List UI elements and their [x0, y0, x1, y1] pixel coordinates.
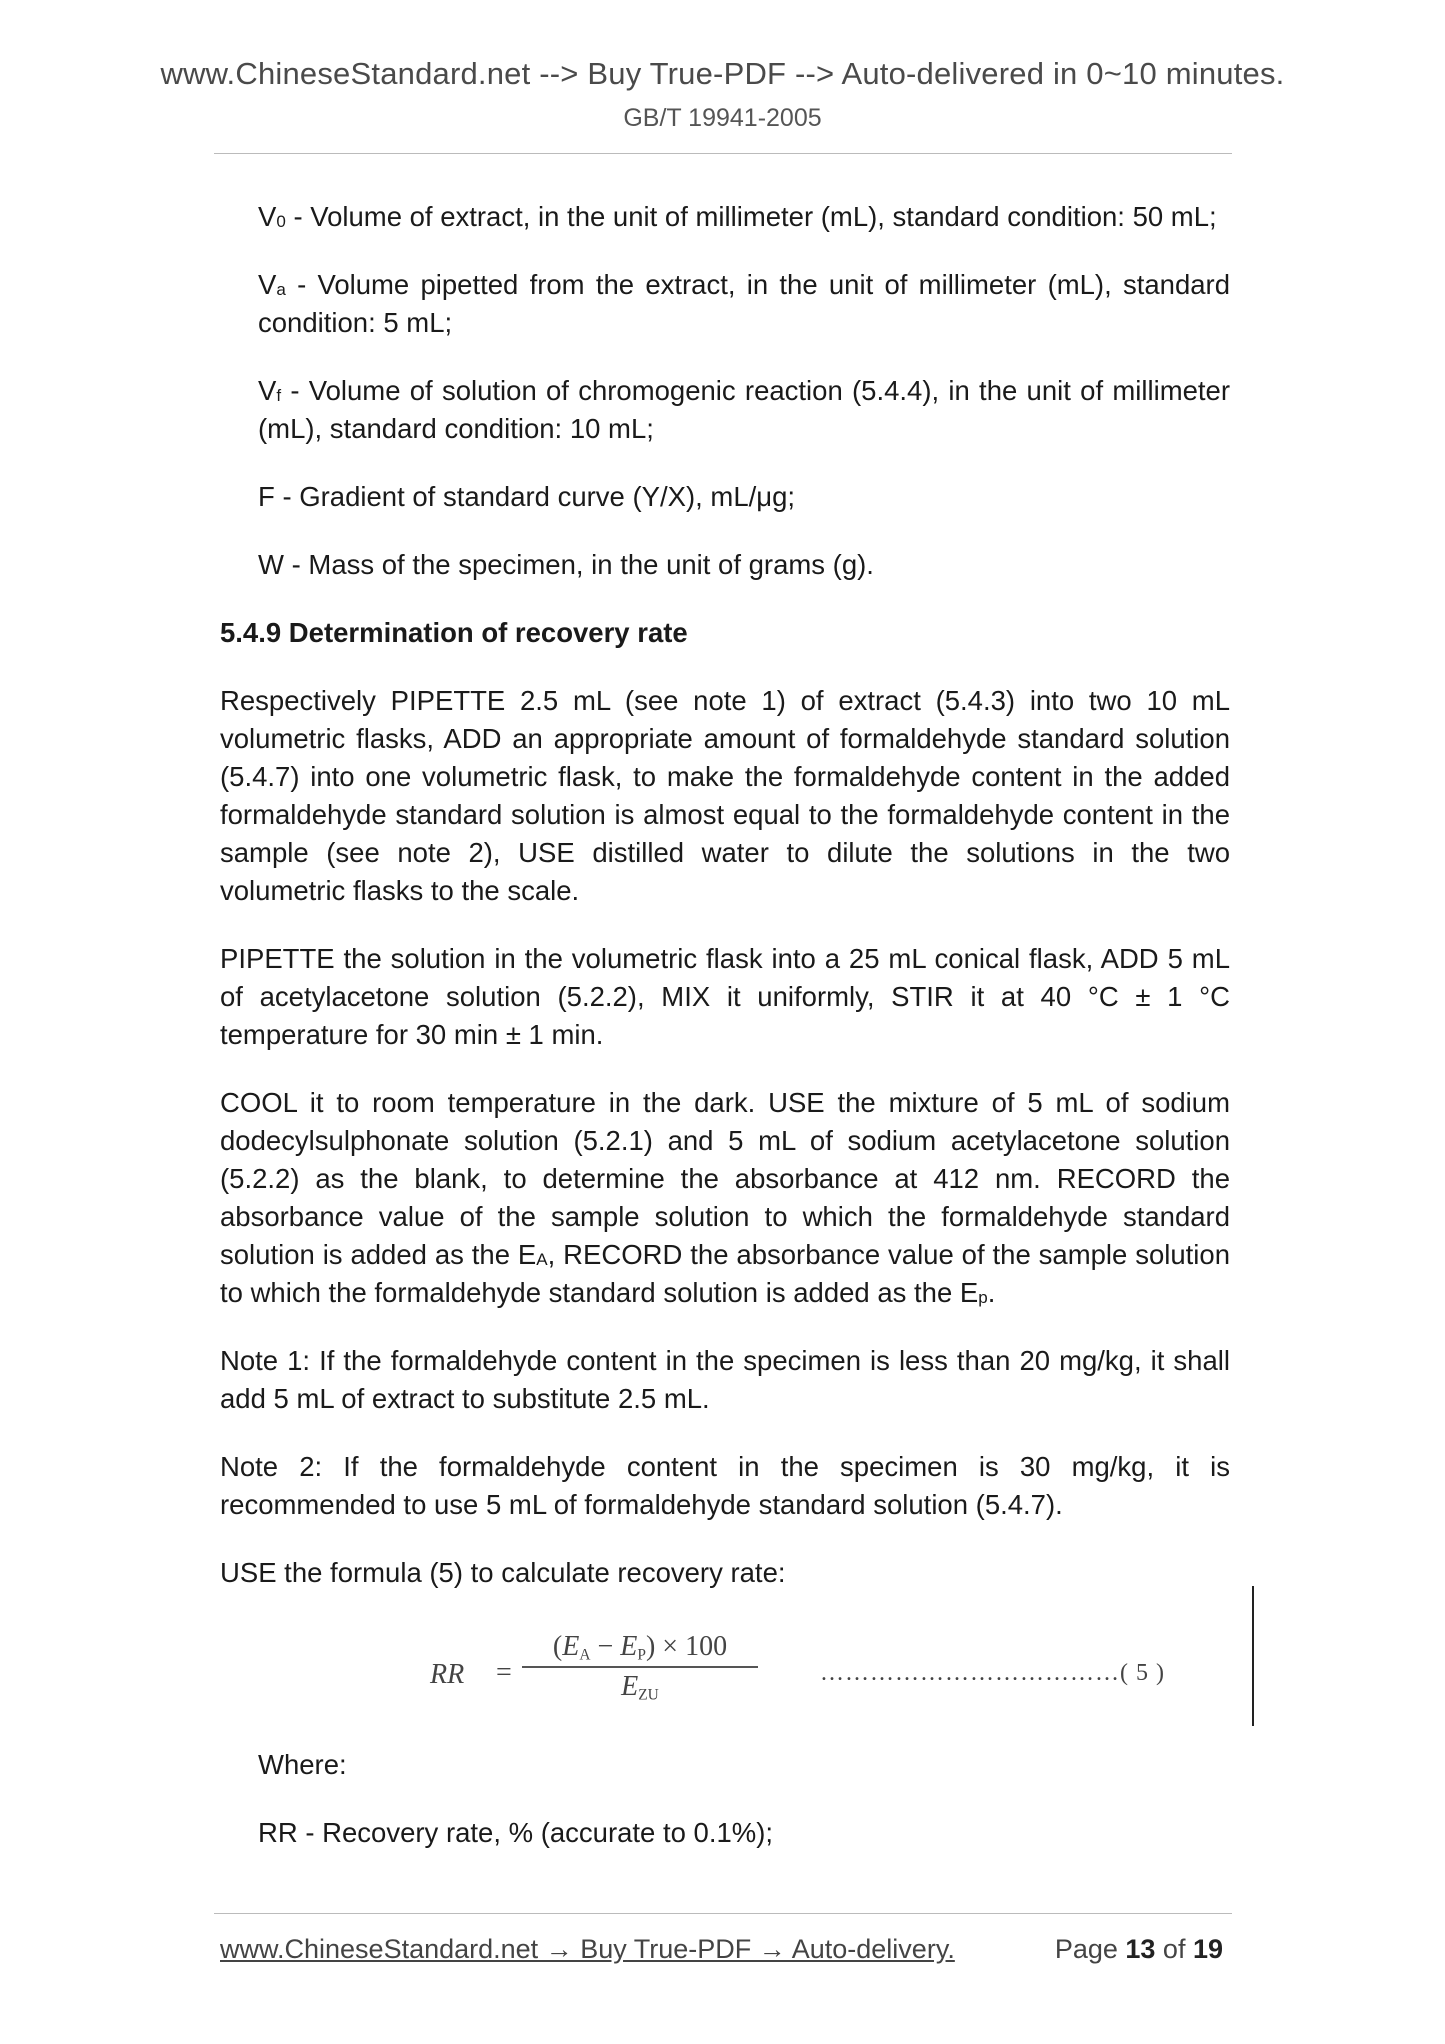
definition-f: F - Gradient of standard curve (Y/X), mL/μg;: [258, 481, 796, 512]
formula-equals: =: [496, 1657, 512, 1688]
document-body: [220, 198, 1230, 1882]
formula-lhs: RR: [430, 1659, 465, 1690]
definition-w: W - Mass of the specimen, in the unit of grams (g).: [258, 549, 874, 580]
footer-link[interactable]: www.ChineseStandard.net → Buy True-PDF → Auto-delivery.: [220, 1934, 955, 1964]
note-1: Note 1: If the formaldehyde content in the specimen is less than 20 mg/kg, it shall add 5 mL of extract to substitute 2.5 mL.: [220, 1345, 1230, 1414]
paragraph-pipette-solution: PIPETTE the solution in the volumetric flask into a 25 mL conical flask, ADD 5 mL of acetylacetone solution (5.2.2), MIX it uniformly, STIR it at 40 °C ± 1 °C temperature for 30 min ± 1 min.: [220, 943, 1230, 1050]
header-banner: www.ChineseStandard.net --> Buy True-PDF --> Auto-delivered in 0~10 minutes.: [160, 56, 1285, 91]
paragraph-pipette-extract: Respectively PIPETTE 2.5 mL (see note 1) of extract (5.4.3) into two 10 mL volumetric flasks, ADD an appropriate amount of formaldehyde standard solution (5.4.7) into one volumetric flask, to make the formaldehyde content in the added formaldehyde standard solution is almost equal to the formaldehyde content in the sample (see note 2), USE distilled water to dilute the solutions in the two volumetric flasks to the scale.: [220, 685, 1230, 906]
definition-vf: $V_f$ - Volume of solution of chromogenic reaction (5.4.4), in the unit of millimeter (mL), standard condition: 10 mL;: [258, 375, 1230, 444]
page-number: Page 13 of 19: [1054, 1934, 1223, 1964]
formula-5: [220, 1622, 1230, 1718]
footer-divider: [214, 1913, 1232, 1914]
formula-denominator: EZU: [621, 1671, 659, 1704]
note-2: Note 2: If the formaldehyde content in the specimen is 30 mg/kg, it is recommended to use 5 mL of formaldehyde standard solution (5.4.7).: [220, 1451, 1230, 1520]
formula-intro: USE the formula (5) to calculate recovery rate:: [220, 1557, 786, 1588]
header-divider: [214, 153, 1232, 154]
where-label: Where:: [258, 1749, 347, 1780]
formula-number: ………………………………( 5 ): [820, 1660, 1165, 1686]
margin-bar: [1252, 1586, 1254, 1726]
section-heading: 5.4.9 Determination of recovery rate: [220, 617, 688, 648]
definition-v0: $V_0$ - Volume of extract, in the unit of millimeter (mL), standard condition: 50 mL;: [258, 201, 1217, 232]
formula-fraction: [522, 1630, 758, 1704]
definition-rr: RR - Recovery rate, % (accurate to 0.1%);: [258, 1817, 774, 1848]
paragraph-cool-measure: COOL it to room temperature in the dark. USE the mixture of 5 mL of sodium dodecylsulphonate solution (5.2.1) and 5 mL of sodium acetylacetone solution (5.2.2) as the blank, to determine the absorbance at 412 nm. RECORD the absorbance value of the sample solution to which the formaldehyde standard solution is added as the $E_A$, RECORD the absorbance value of the sample solution to which the formaldehyde standard solution is added as the $E_p$.: [220, 1087, 1230, 1308]
definition-va: $V_a$ - Volume pipetted from the extract, in the unit of millimeter (mL), standard condition: 5 mL;: [258, 269, 1230, 338]
standard-id: GB/T 19941-2005: [623, 104, 822, 132]
formula-numerator: (EA − EP) × 100: [552, 1631, 728, 1664]
fraction-line: [522, 1666, 758, 1668]
